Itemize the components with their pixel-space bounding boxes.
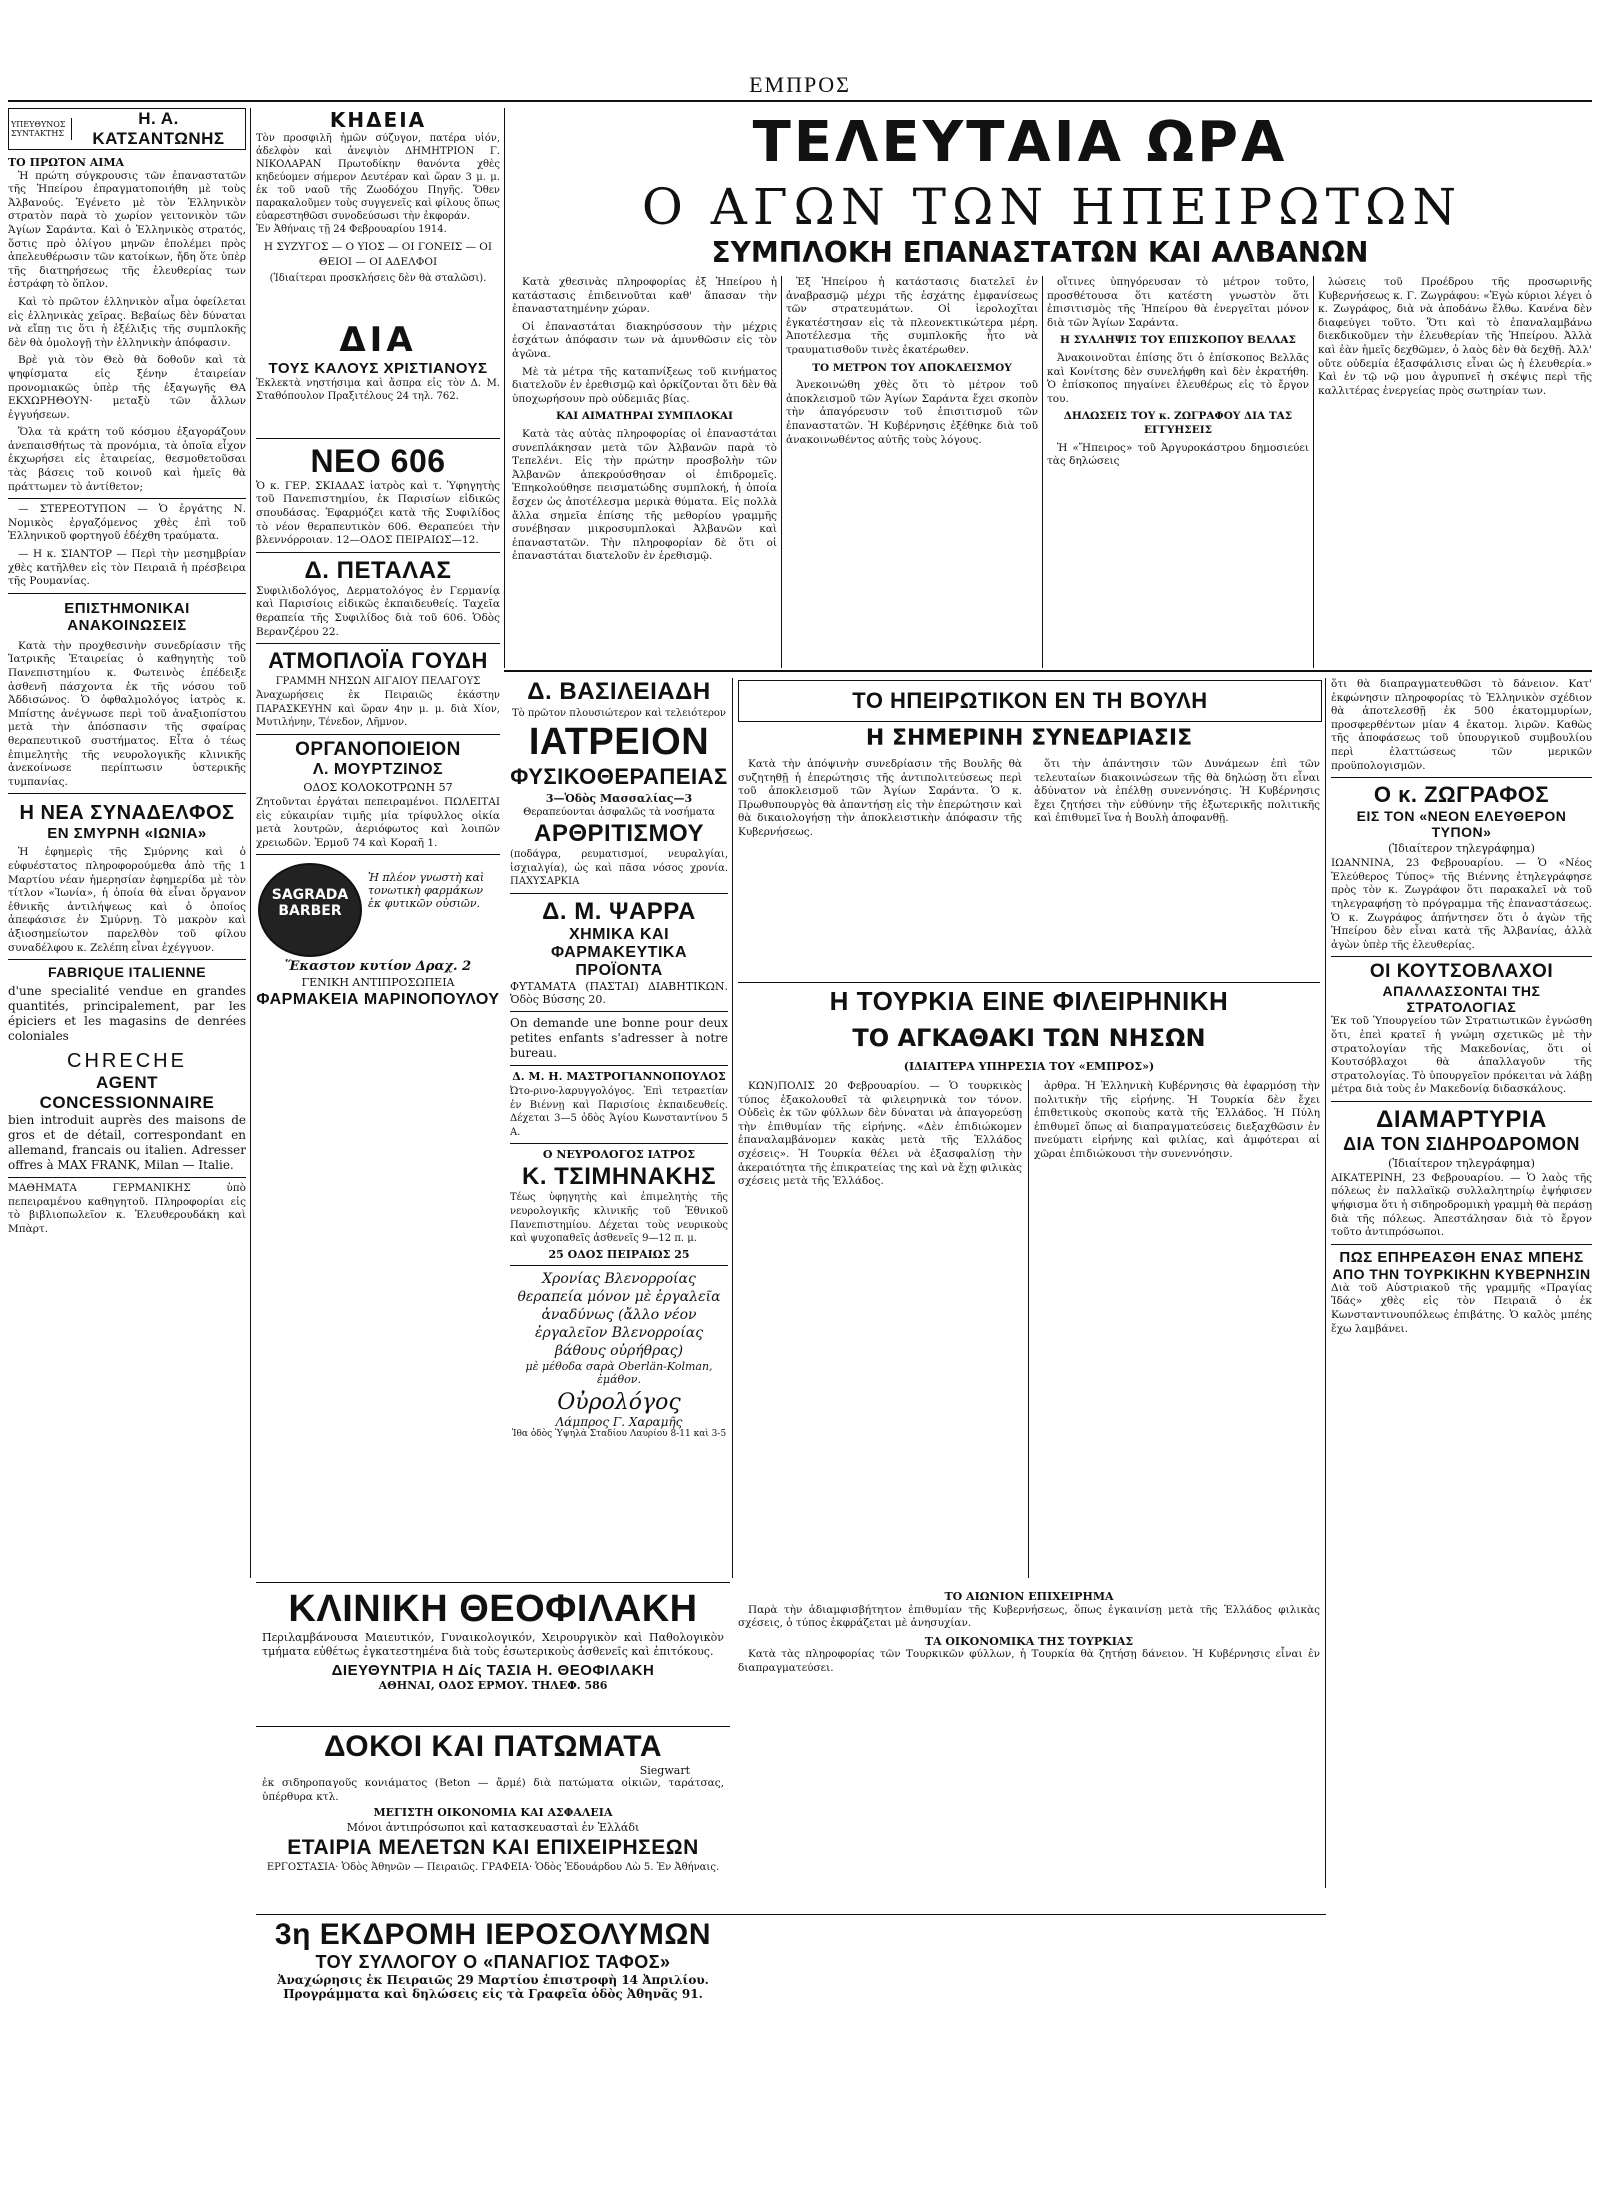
floors-title: ΔΟΚΟΙ ΚΑΙ ΠΑΤΩΜΑΤΑ <box>324 1730 662 1763</box>
divider <box>8 498 246 499</box>
tsimnakis-text: Τέως ὑφηγητὴς καὶ ἐπιμελητὴς τῆς νευρολογικῆς κλινικῆς τοῦ Ἐθνικοῦ Πανεπιστημίου. Δέχεται τοὺς νευρικοὺς καὶ ψυχοπαθεῖς ἀσθενεῖς 9—12 π. μ. <box>510 1192 728 1245</box>
iatreion: ΙΑΤΡΕΙΟΝ <box>528 721 710 763</box>
divider <box>510 893 728 894</box>
protest-sub: ΔΙΑ ΤΟΝ ΣΙΔΗΡΟΔΡΟΜΟΝ <box>1343 1133 1580 1154</box>
turkey-lower <box>738 1590 1320 1890</box>
column-rule <box>250 108 251 1578</box>
epidrasi-sub: ΑΠΟ ΤΗΝ ΤΟΥΡΚΙΚΗΝ ΚΥΒΕΡΝΗΣΙΝ <box>1332 1265 1591 1282</box>
paragraph: Ἐξ Ἠπείρου ἡ κατάστασις διατελεῖ ἐν ἀναβρασμῷ μέχρι τῆς ἐσχάτης ἐμφανίσεως τῶν στρατευμάτων. Οἱ ἱερολοχῖται ἐγκατέστησαν εἰς τὰ πλεονεκτικώτερα μέρη. Ἀποτέλεσμα τῆς συμπλοκῆς ἦτο νὰ τραυματισθοῦν τινὲς ἐκατέρωθεν. <box>786 276 1038 356</box>
divider <box>256 1914 1326 1915</box>
urologist-addr: Ἰθα ὁδὸς Ὑψηλὰ Σταδίου Λαυρίου 8-11 καὶ 3-5 <box>511 1428 727 1439</box>
divider <box>1331 956 1592 957</box>
story-col-3 <box>1047 276 1309 668</box>
short-note: — Η κ. ΣΙΑΝΤΟΡ — Περὶ τὴν μεσημβρίαν χθὲς κατῆλθεν εἰς τὸν Πειραιᾶ ἡ πρέσβειρα τῆς Ρουμανίας. <box>8 548 246 588</box>
paragraph: Κατὰ τὰς αὐτὰς πληροφορίας οἱ ἐπαναστάται συνεπλάκησαν μετὰ τῶν Ἀλβανῶν παρὰ τὸ Τεπελένι. Εἰς τὴν πρώτην προσβολὴν τῶν Ἀλβανῶν ἀπεκρούσθησαν οἱ ἐπιδρομεῖς. Ἐπηκολούθησε πεισματώδης συμπλοκή, ἡ ὁποία ἔσχεν ὡς ἀποτέλεσμα μερικὰ θύματα. Εἰς πολλὰ ἄλλα σημεῖα ἐπίσης τῆς μεθορίου γραμμῆς συνέβησαν μικροσυμπλοκαὶ Ἀλβανῶν καὶ ἐπαναστατῶν. Τὴν πληροφορίαν δὲ ὅτι οἱ ἐπαναστάται διατελοῦν ἐν ἐρεθισμῷ. <box>512 427 777 563</box>
arthritis-text: (ποδάγρα, ρευματισμοί, νευραλγίαι, ἰσχιαλγία), ὡς καὶ πᾶσα νόσος χρονία. ΠΑΧΥΣΑΡΚΙΑ <box>510 849 728 888</box>
paragraph: ΚΩΝ)ΠΟΛΙΣ 20 Φεβρουαρίου. — Ὁ τουρκικὸς τύπος ἐξακολουθεῖ τὰ φιλειρηνικὰ τον τόνον. Οὐδεὶς ἐκ τῶν φύλλων δὲν δύναται νὰ ἀπαγορεύσῃ τὴν ἐπιθυμίαν τῆς εἰρήνης. «Δὲν ἐπιδιώκομεν ἐπαναλαμβάνομεν κακὰς μετὰ τῆς Ἑλλάδος σχέσεις». Ἡ Τουρκία θέλει νὰ ἐξασφαλίσῃ τὴν ἀκεραιότητα τῆς ἐπικρατείας της καὶ νὰ ἔχῃ φιλικὰς σχέσεις μετὰ τῆς Ἑλλάδος. <box>738 1080 1022 1188</box>
new-colleague-text <box>8 846 246 955</box>
column-rule <box>781 276 782 668</box>
floors-brand: Siegwart <box>639 1764 690 1777</box>
editor-label: ΥΠΕΥΘΥΝΟΣ ΣΥΝΤΑΚΤΗΣ <box>9 118 72 140</box>
chronic-text: μὲ μέθοδα σαρὰ Oberlän-Kolman, ἐμάθον. <box>525 1359 713 1386</box>
guthi-sub: ΓΡΑΜΜΗ ΝΗΣΩΝ ΑΙΓΑΙΟΥ ΠΕΛΑΓΟΥΣ <box>275 676 481 688</box>
floors-economy: ΜΕΓΙΣΤΗ ΟΙΚΟΝΟΜΙΑ ΚΑΙ ΑΣΦΑΛΕΙΑ <box>373 1806 613 1820</box>
zografos-box-tel: (Ἰδιαίτερον τηλεγράφημα) <box>1388 842 1535 856</box>
column-3 <box>510 678 728 1578</box>
sagrada-word-1: SAGRADA <box>271 887 349 904</box>
paragraph: Κατὰ τὴν ἀπόψινὴν συνεδρίασιν τῆς Βουλῆς θὰ συζητηθῇ ἡ ἐπερώτησις τῆς ἀντιπολιτεύσεως περὶ τοῦ ἀποκλεισμοῦ τῶν Ἁγίων Σαράντα. Ὁ κ. Πρωθυπουργὸς θὰ ἀπαντήσῃ εἰς τὴν ἐπερώτησιν καὶ θὰ δικαιολογήσῃ τὴν ἀποκλειστικὴν ἀπόφασιν τῆς Κυβερνήσεως. <box>738 758 1022 838</box>
session-col-1 <box>738 758 1022 978</box>
paragraph: Παρὰ τὴν ἀδιαμφισβήτητον ἐπιθυμίαν τῆς Κυβερνήσεως, ὅπως ἐγκαινίσῃ μετὰ τῆς Ἑλλάδος φιλικὰς σχέσεις, ὁ τύπος ἐκφράζεται μὲ ἀνησυχίαν. <box>738 1603 1320 1630</box>
divider <box>256 552 500 553</box>
divider <box>8 959 246 960</box>
arthritis-pre: Θεραπεύονται ἀσφαλῶς τὰ νοσήματα <box>523 807 715 818</box>
vasileiadis-sub: Τὸ πρῶτον πλουσιώτερον καὶ τελειότερον <box>511 708 727 719</box>
short-note: — ΣΤΕΡΕΟΤΥΠΟΝ — Ὁ ἐργάτης Ν. Νομικὸς ἐργαζόμενος χθὲς ἐπὶ τοῦ Ἑλληνικοῦ φορτηγοῦ ἐδέχθη τραύματα. <box>8 503 246 543</box>
paragraph: Ἀνακοινοῦται ἐπίσης ὅτι ὁ ἐπίσκοπος Βελλᾶς καὶ Κονίτσης δὲν συνελήφθη καὶ δὲν ἐκρατήθη. Ὁ ἐπίσκοπος πηγαίνει ἐλευθέρως εἰς τὸ ἔργον του. <box>1047 351 1309 405</box>
column-2 <box>256 108 500 1578</box>
clinic-title: ΚΛΙΝΙΚΗ ΘΕΟΦΙΛΑΚΗ <box>288 1588 698 1630</box>
excursion-text: Ἀναχώρησις ἐκ Πειραιῶς 29 Μαρτίου ἐπιστροφὴ 14 Ἀπριλίου. Προγράμματα καὶ δηλώσεις εἰς τὰ Γραφεῖα ὁδὸς Ἀθηνᾶς 91. <box>277 1973 709 2001</box>
session-col-2 <box>1034 758 1320 978</box>
paragraph: Ἡ «Ἤπειρος» τοῦ Ἀργυροκάστρου δημοσιεύει τὰς δηλώσεις <box>1047 441 1309 468</box>
divider <box>510 1265 728 1266</box>
sagrada-word-2: BARBER <box>278 903 342 920</box>
agency: ΓΕΝΙΚΗ ΑΝΤΙΠΡΟΣΩΠΕΙΑ <box>301 976 455 990</box>
divider <box>256 734 500 735</box>
tsimnakis: Κ. ΤΣΙΜΗΝΑΚΗΣ <box>522 1163 716 1191</box>
divider <box>8 793 246 794</box>
divider <box>1331 1101 1592 1102</box>
divider <box>256 854 500 855</box>
sagrada-price: Ἕκαστον κυτίον Δραχ. 2 <box>284 959 472 975</box>
top-rule <box>8 100 1592 102</box>
organ-name: Λ. ΜΟΥΡΤΖΙΝΟΣ <box>312 760 444 778</box>
protest-tel: (Ἰδιαίτερον τηλεγράφημα) <box>1388 1156 1535 1170</box>
divider <box>8 593 246 594</box>
demand-text: On demande une bonne pour deux petites enfants s'adresser à notre bureau. <box>510 1015 728 1060</box>
neo-text: Ὁ κ. ΓΕΡ. ΣΚΙΑΔΑΣ ἰατρὸς καὶ τ. Ὑφηγητὴς τοῦ Πανεπιστημίου, ἐκ Παρισίων εἰδικῶς σπουδάσας. Ἐφαρμόζει κατὰ τῆς Συφιλίδος τὸ νέον θεραπευτικὸν 606. Θεραπεύει τὴν βλεννόρροιαν. 12—ΟΔΟΣ ΠΕΙΡΑΙΩΣ—12. <box>256 479 500 547</box>
story-bottom-rule <box>504 670 1592 672</box>
paragraph: Κατὰ τὰς πληροφορίας τῶν Τουρκικῶν φύλλων, ἡ Τουρκία θὰ ζητήσῃ δάνειον. Ἡ Κυβέρνησις εἶναι ἐν διαπραγματεύσει. <box>738 1648 1320 1674</box>
chronic-title: Χρονίας Βλενορροίας θεραπεία μόνον μὲ ἐργαλεῖα ἀναδύνως (ἄλλο νέον ἐργαλεῖον Βλενορροίας βάθους οὐρήθρας) <box>517 1270 721 1359</box>
excursion-sub: ΤΟΥ ΣΥΛΛΟΓΟΥ Ο «ΠΑΝΑΓΙΟΣ ΤΑΦΟΣ» <box>315 1952 671 1972</box>
pharmacy: ΦΑΡΜΑΚΕΙΑ ΜΑΡΙΝΟΠΟΥΛΟΥ <box>256 991 500 1009</box>
clinic-ad <box>256 1588 730 1722</box>
divider <box>1331 1244 1592 1245</box>
divider <box>256 438 500 439</box>
turkey-title: Η ΤΟΥΡΚΙΑ ΕΙΝΕ ΦΙΛΕΙΡΗΝΙΚΗ <box>829 986 1229 1016</box>
psarra-sub: ΧΗΜΙΚΑ ΚΑΙ ΦΑΡΜΑΚΕΥΤΙΚΑ ΠΡΟΪΟΝΤΑ <box>550 925 688 979</box>
session-title: Η ΣΗΜΕΡΙΝΗ ΣΥΝΕΔΡΙΑΣΙΣ <box>865 726 1193 751</box>
sagrada-logo <box>258 863 362 957</box>
masthead: ΕΜΠΡΟΣ <box>749 72 851 97</box>
clinic-director: ΔΙΕΥΘΥΝΤΡΙΑ Η Δίς ΤΑΣΙΑ Η. ΘΕΟΦΙΛΑΚΗ <box>331 1662 655 1680</box>
fabrique-title: FABRIQUE ITALIENNE <box>47 964 207 981</box>
guthi-text: Ἀναχωρήσεις ἐκ Πειραιῶς ἑκάστην ΠΑΡΑΣΚΕΥΗΝ καὶ ὥραν 4ην μ. μ. διὰ Χίον, Μυτιλήνην, Τένεδον, Λῆμνον. <box>256 690 500 729</box>
economy-title: ΤΑ ΟΙΚΟΝΟΜΙΚΑ ΤΗΣ ΤΟΥΡΚΙΑΣ <box>924 1634 1134 1648</box>
paragraph: Κατὰ χθεσινὰς πληροφορίας ἐξ Ἠπείρου ἡ κατάστασις ἐπιδεινοῦται καθ' ἅπασαν τὴν ἐπαναστατημένην χώραν. <box>512 276 777 316</box>
petalas-text: Συφιλιδολόγος, Δερματολόγος ἐν Γερμανίᾳ καὶ Παρισίοις εἰδικῶς ἐκπαιδευθείς. Ταχεῖα θεραπεία τῆς Συφιλίδος διὰ τοῦ 606. Ὁδὸς Βερανζέρου 22. <box>256 584 500 638</box>
psarra-text: ΦΥΤΑΜΑΤΑ (ΠΑΣΤΑΙ) ΔΙΑΒΗΤΙΚΩΝ. Ὁδὸς Βύσσης 20. <box>510 979 728 1007</box>
company-name: ΕΤΑΙΡΙΑ ΜΕΛΕΤΩΝ ΚΑΙ ΕΠΙΧΕΙΡΗΣΕΩΝ <box>287 1836 699 1860</box>
column-rule <box>732 678 733 1578</box>
christians-text: Ἐκλεκτὰ νηστήσιμα καὶ ἄσπρα εἰς τὸν Δ. Μ. Σταθόπουλον Πραξιτέλους 24 τηλ. 762. <box>256 377 500 403</box>
paragraph: οἵτινες ὑπηγόρευσαν τὸ μέτρον τοῦτο, προσθέτουσα ὅτι κατέστη γνωστὸν ὅτι ἐπισιτισμὸς τῆς Ἠπείρου θὰ ἐνεργεῖται μόνον διὰ τῶν Ἁγίων Σαράντα. <box>1047 276 1309 329</box>
zografos-title: ΔΗΛΩΣΕΙΣ ΤΟΥ κ. ΖΩΓΡΑΦΟΥ ΔΙΑ ΤΑΣ ΕΓΓΥΗΣΕΙΣ <box>1063 410 1293 436</box>
lessons-text: ΜΑΘΗΜΑΤΑ ΓΕΡΜΑΝΙΚΗΣ ὑπὸ πεπειραμένου καθηγητοῦ. Πληροφορίαι εἰς τὸ βιβλιοπωλεῖον κ. Ἐλευθερουδάκη καὶ Μπὰρτ. <box>8 1182 246 1235</box>
thorn-sub: (ΙΔΙΑΙΤΕΡΑ ΥΠΗΡΕΣΙΑ ΤΟΥ «ΕΜΠΡΟΣ») <box>903 1060 1155 1073</box>
divider <box>256 1726 730 1727</box>
paragraph: Βρὲ γιὰ τὸν Θεὸ θὰ δοθοῦν καὶ τὰ ψηφίσματα εἰς ξένην ἑταιρείαν προνομιακῶς ὑπὲρ τῆς ἐξαγωγῆς ΘΑ ΕΚΧΩΡΗΘΟΥΝ· μεταξὺ τῶν ἄλλων ἐγγυήσεων. <box>8 354 246 421</box>
physio: ΦΥΣΙΚΟΘΕΡΑΠΕΙΑΣ <box>510 764 728 789</box>
left-column <box>8 108 246 2198</box>
urologist-name: Λάμπρος Γ. Χαραμῆς <box>555 1414 683 1429</box>
article-first-blood <box>8 156 246 589</box>
story-col-1 <box>512 276 777 668</box>
creche: CHRECHE <box>67 1050 187 1073</box>
neo-title: ΝΕΟ 606 <box>310 442 446 479</box>
tsimnakis-pre: Ο ΝΕΥΡΟΛΟΓΟΣ ΙΑΤΡΟΣ <box>542 1148 696 1162</box>
funeral-signatories: Η ΣΥΖΥΓΟΣ — Ο ΥΙΟΣ — ΟΙ ΓΟΝΕΙΣ — ΟΙ ΘΕΙΟΙ — ΟΙ ΑΔΕΛΦΟΙ <box>263 240 493 268</box>
new-colleague-sub: ΕΝ ΣΜΥΡΝΗ «ΙΩΝΙΑ» <box>47 825 207 843</box>
christians-title: ΤΟΥΣ ΚΑΛΟΥΣ ΧΡΙΣΤΙΑΝΟΥΣ <box>268 359 488 377</box>
paragraph: ἀρθρα. Ἡ Ἑλληνικὴ Κυβέρνησις θὰ ἐφαρμόσῃ τὴν πολιτικὴν τῆς εἰρήνης. Ἡ Τουρκία δὲν ἔχει ἐπιθετικοὺς σκοποὺς κατὰ τῆς Ἑλλάδος. Ἡ Πύλη ἐπιθυμεῖ ὅπως αἱ διαπραγματεύσεις διεξαχθῶσιν ἐν πνεύματι εἰρήνης καὶ φιλίας, καὶ ἀμφότεραι αἱ χῶραι ἐπιδιώκουσι τὴν συνεννόησιν. <box>1034 1080 1320 1160</box>
psarra-title: Δ. Μ. ΨΑΡΡΑ <box>542 897 696 925</box>
column-rule <box>504 108 505 668</box>
paragraph: Ἡ ἐφημερὶς τῆς Σμύρνης καὶ ὁ εὐφυέστατος πληροφορούμεθα ἀπὸ τῆς 1 Μαρτίου νέαν ἡμερησίαν ἐφημερίδα μὲ τὸν τίτλον «Ἰωνία», ἡ ὁποία θὰ εἶναι ὄργανον ἐθνικῆς ἀντιλήψεως καὶ ὁ ὁποίος ἀπεφάσισε ἐν Σμύρνῃ. Τὸ μακρὸν καὶ ἀξιοσημείωτον παρελθὸν τοῦ φίλου συναδέλφου κ. Ζελέπη εἶναι ἐχέγγυον. <box>8 846 246 954</box>
editor-box <box>8 108 246 150</box>
headline: ΤΕΛΕΥΤΑΙΑ ΩΡΑ <box>752 110 1288 175</box>
new-colleague-title: Η ΝΕΑ ΣΥΝΑΔΕΛΦΟΣ <box>19 802 235 825</box>
right-column <box>1331 678 1592 2198</box>
scientific-title: ΕΠΙΣΤΗΜΟΝΙΚΑΙ ΑΝΑΚΟΙΝΩΣΕΙΣ <box>64 599 190 634</box>
parliament-banner-box <box>738 680 1322 722</box>
subhead: Ο ΑΓΩΝ ΤΩΝ ΗΠΕΙΡΩΤΩΝ <box>641 178 1463 236</box>
agent-text: bien introduit auprès des maisons de gros et de détail, correspondant en allemand, francais ou italien. Adresser offres à MAX FRANK, Milan — Italie. <box>8 1113 246 1173</box>
petalas-title: Δ. ΠΕΤΑΛΑΣ <box>304 556 452 584</box>
story-col-2 <box>786 276 1038 668</box>
protest-text: ΑΙΚΑΤΕΡΙΝΗ, 23 Φεβρουαρίου. — Ὁ λαὸς τῆς πόλεως ἐν παλλαϊκῷ συλλαλητηρίῳ ἐψήφισεν ψήφισμα ὅτι ἡ σιδηροδρομικὴ γραμμὴ θὰ περάσῃ διὰ τῆς πόλεως. Ἀπεστάλησαν διὰ τὸ ἔργον τοῦτο ἀντιπρόσωποι. <box>1331 1171 1592 1239</box>
mastrogiannopoulos-text: Ὠτο-ρινο-λαρυγγολόγος. Ἐπὶ τετραετίαν ἐν Βιέννῃ καὶ Παρισίοις ἐκπαιδευθείς. Δέχεται 3—5 ὁδὸς Ἁγίου Κωνσταντίνου 5 Α. <box>510 1085 728 1138</box>
paragraph: Κατὰ τὴν προχθεσινὴν συνεδρίασιν τῆς Ἰατρικῆς Ἑταιρείας ὁ καθηγητὴς τοῦ Πανεπιστημίου κ. Φωτεινὸς ἐπέδειξε ἀσθενῆ πάσχοντα ἐκ τῆς νόσου τοῦ Ἀδδισώνος. Ὁ ὀφθαλμολόγος ἰατρὸς κ. Μπίστης ἀνέγνωσε περὶ τοῦ ἀναξιοπίστου μετὰ τὴν ἀπόσπασιν τῆς σφαίρας θεραπευτικοῦ συστήματος. Εἶτα ὁ τέως ἐπιμελητὴς τῆς νευρολογικῆς κλινικῆς ἀνεκοίνωσε περίπτωσιν ὑστερικῆς τυμπανίας. <box>8 639 246 788</box>
protest-title: ΔΙΑΜΑΡΤΥΡΙΑ <box>1376 1105 1547 1133</box>
column-rule <box>1313 276 1314 668</box>
spacer <box>256 284 500 320</box>
paragraph: Οἱ ἐπαναστάται διακηρύσσουν τὴν μέχρις ἐσχάτων ἀπόφασιν των νὰ ἀμυνθῶσιν εἰς τὸν ἀγῶνα. <box>512 320 777 360</box>
sagrada-ad <box>256 859 500 959</box>
organ-sub: ΟΔΟΣ ΚΟΛΟΚΟΤΡΩΝΗ 57 <box>303 780 453 794</box>
bloody-title: ΚΑΙ ΑΙΜΑΤΗΡΑΙ ΣΥΜΠΛΟΚΑΙ <box>556 410 733 423</box>
company-addr: ΕΡΓΟΣΤΑΣΙΑ· Ὁδὸς Ἀθηνῶν — Πειραιῶς. ΓΡΑΦΕΙΑ· Ὁδὸς Ἐδουάρδου Λὼ 5. Ἐν Ἀθήναις. <box>266 1862 720 1874</box>
urologist: Οὐρολόγος <box>557 1389 681 1415</box>
agent-title: AGENT CONCESSIONNAIRE <box>39 1073 215 1113</box>
christians-dia: ΔΙΑ <box>339 319 417 360</box>
first-blood-title: ΤΟ ΠΡΩΤΟΝ ΑΙΜΑ <box>8 156 125 169</box>
divider <box>256 643 500 644</box>
clinic-addr: ΑΘΗΝΑΙ, ΟΔΟΣ ΕΡΜΟΥ. ΤΗΛΕΦ. 586 <box>378 1679 608 1693</box>
column-rule <box>1325 678 1326 1888</box>
koutsovlachs-sub: ΑΠΑΛΛΑΣΣΟΝΤΑΙ ΤΗΣ ΣΤΡΑΤΟΛΟΓΙΑΣ <box>1382 983 1541 1016</box>
loan-text: ὅτι θὰ διαπραγματευθῶσι τὸ δάνειον. Κατ' ἐκφώνησιν πληροφορίας τὸ Ἐλληνικὸν σχέδιον θὰ ἀποτελεσθῇ ἐκ 500 ἑκατομμυρίων, προσφερθέντων μίαν 4 ἑκατομ. λιρῶν. Καθὼς τῆς ἀποφάσεως τοῦ ὑπουργικοῦ συμβουλίου περὶ ἐλαττώσεως τῶν μερικῶν προϋπολογισμῶν. <box>1331 678 1592 772</box>
asian-title: ΤΟ ΑΙΩΝΙΟΝ ΕΠΙΧΕΙΡΗΜΑ <box>944 1590 1114 1603</box>
paragraph: Ὅλα τὰ κράτη τοῦ κόσμου ἐξαγοράζουν ἀνεπαισθήτως τὰ προνόμια, τὰ ὁποῖα εἶχον ἐκχωρήσει εἰς ἑταιρείας, θεσμοθετοῦσαι τὰς βάσεις τοῦ κοινοῦ καὶ ἡμεῖς θὰ πράττωμεν τὸ ἀντίθετον; <box>8 426 246 493</box>
koutsovlachs-text: Ἐκ τοῦ Ὑπουργείου τῶν Στρατιωτικῶν ἐγνώσθη ὅτι, ἐπεὶ κρατεῖ ἡ γνώμη σχετικῶς μὲ τὴν στρατολογίαν τῆς Μακεδονίας, ὅτι οἱ Κουτσόβλαχοι θὰ ἀπαλλαγοῦν τῆς στρατολογίας. Τὸ ὑπουργεῖον πρόκειται νὰ λάβῃ μέτρα διὰ τοὺς ἐν Μακεδονίᾳ διδασκάλους. <box>1331 1015 1592 1096</box>
spacer <box>256 404 500 434</box>
measure-title: ΤΟ ΜΕΤΡΟΝ ΤΟΥ ΑΠΟΚΛΕΙΣΜΟΥ <box>812 361 1012 374</box>
guthi-title: ΑΤΜΟΠΛΟΪΑ ΓΟΥΔΗ <box>268 648 488 674</box>
floors-text: ἐκ σιδηροπαγοῦς κονιάματος (Beton — ἄρμέ) διὰ πατώματα οἰκιῶν, ταράτσας, ὑπέρθυρα κτλ. <box>262 1777 724 1803</box>
subhead-2: ΣΥΜΠΛΟΚΗ ΕΠΑΝΑΣΤΑΤΩΝ ΚΑΙ ΑΛΒΑΝΩΝ <box>711 236 1369 269</box>
turkey-col-2 <box>1034 1080 1320 1578</box>
column-rule <box>1042 276 1043 668</box>
turkey-col-1 <box>738 1080 1022 1578</box>
divider <box>510 1065 728 1066</box>
paragraph: Ἀνεκοινώθη χθὲς ὅτι τὸ μέτρον τοῦ ἀποκλεισμοῦ τῶν Ἁγίων Σαράντα ἔχει σκοπὸν τὴν ἀπαγόρευσιν τοῦ ἐπισιτισμοῦ τῶν ἐπαναστατῶν. Ἡ Κυβέρνησις ἐξέθηκε διὰ τοῦ ἀνακοινωθέντος αὐτῆς τοὺς λόγους. <box>786 379 1038 446</box>
funeral-date: Ἐν Ἀθήναις τῇ 24 Φεβρουαρίου 1914. <box>256 224 447 235</box>
epidrasi-text: Διὰ τοῦ Αὐστριακοῦ τῆς γραμμῆς «Πραγίας Ἰδάς» χθὲς εἰς τὸν Πειραιᾶ ὁ ἐκ Κωνσταντινουπόλεως ἐπιβάτης. Ὁ καλὸς μπέης ἔχω λαμβάνει. <box>1331 1281 1592 1335</box>
organ-text: Ζητοῦνται ἐργάται πεπειραμένοι. ΠΩΛΕΙΤΑΙ εἰς εὐκαιρίαν τιμῆς μία τρίφυλλος οἰκία μετὰ λουτρῶν, ἀεριόφωτος καὶ λοιπῶν χρειωδῶν. Ἑρμοῦ 74 καὶ Κοραῆ 1. <box>256 795 500 849</box>
divider <box>8 1177 246 1178</box>
bishop-title: Η ΣΥΛΛΗΨΙΣ ΤΟΥ ΕΠΙΣΚΟΠΟΥ ΒΕΛΛΑΣ <box>1060 334 1296 347</box>
mastrogiannopoulos-title: Δ. Μ. Η. ΜΑΣΤΡΟΓΙΑΝΝΟΠΟΥΛΟΣ <box>512 1069 726 1083</box>
clinic-text: Περιλαμβάνουσα Μαιευτικόν, Γυναικολογικόν, Χειρουργικὸν καὶ Παθολογικὸν τμήματα εὐθέτως ἐγκατεστημένα διὰ τοὺς ἐσωτερικοὺς ἀσθενεῖς καὶ ἐπιτόκους. <box>262 1631 724 1658</box>
organ-title: ΟΡΓΑΝΟΠΟΙΕΙΟΝ <box>295 738 461 760</box>
paragraph: λώσεις τοῦ Προέδρου τῆς προσωρινῆς Κυβερνήσεως κ. Γ. Ζωγράφου: «Ἐγὼ κύριοι λέγει ὁ κ. Ζωγράφος, διὰ νὰ ἀποδάνω ἔλθω. Κανένα δὲν διαφεύγει τοῦτο. Ὅτι καὶ τὸ ἐπαναλαμβάνω διεκδικοῦμεν τὴν ἐλευθερίαν τῆς Ἠπείρου. Ἀλλὰ καὶ ἐὰν ἡμεῖς δεχθῶμεν, ὁ λαὸς δὲν θὰ δεχθῇ. Ἀλλ' οὔτε οὐδεμία ἐξασφάλισις εἶναι ὡς ἡ ἐλευθερία.» Καὶ ἐν τῷ νῷ μου ἀγρυπνεῖ ἡ σκέψις περὶ τῆς καλλιτέρας ἐνεργείας πρὸς σωτηρίαν των. <box>1318 276 1592 397</box>
iatreion-addr: 3—Ὁδὸς Μασσαλίας—3 <box>545 792 693 805</box>
paragraph: Μὲ τὰ μέτρα τῆς καταπνίξεως τοῦ κινήματος διατελοῦν ἐν ἐρεθισμῷ καὶ ὁρκίζονται ὅτι δὲν θὰ ὑποχωρήσουν πρὸ οὐδεμιᾶς βίας. <box>512 365 777 405</box>
paragraph: ὅτι τὴν ἀπάντησιν τῶν Δυνάμεων ἐπὶ τῶν τελευταίων διακοινώσεων τῆς θὰ δηλώσῃ ὅτι εἶναι ἀδύνατον νὰ ἐπέλθῃ συνεννόησις. Ἡ Κυβέρνησις ἔχει ζητήσει τὴν εὐθύνην τῆς ἐξωτερικῆς πολιτικῆς καὶ ἐπιθυμεῖ ἵνα ἡ Βουλὴ ἀποφανθῇ. <box>1034 758 1320 825</box>
excursion-title: 3η ΕΚΔΡΟΜΗ ΙΕΡΟΣΟΛΥΜΩΝ <box>274 1918 712 1951</box>
koutsovlachs-title: ΟΙ ΚΟΥΤΣΟΒΛΑΧΟΙ <box>1369 961 1554 983</box>
funeral-title: ΚΗΔΕΙΑ <box>329 108 427 132</box>
paragraph: Καὶ τὸ πρῶτον ἑλληνικὸν αἷμα ὀφείλεται εἰς ἑλληνικὰς χεῖρας. Βεβαίως δὲν δύναται νὰ εἴπῃ τις ὅτι ἡ ἐξέλιξις τῆς συμπλοκῆς δὲν θὰ ὁμολογῇ τὴν ἑλληνικὴν ἀπόφασιν. <box>8 295 246 349</box>
arthritis: ΑΡΘΡΙΤΙΣΜΟΥ <box>534 820 704 847</box>
excursion-ad <box>256 1918 730 2038</box>
parliament-banner: ΤΟ ΗΠΕΙΡΩΤΙΚΟΝ ΕΝ ΤΗ ΒΟΥΛΗ <box>852 688 1208 713</box>
scientific-text <box>8 640 246 790</box>
editor-name: Η. Α. ΚΑΤΣΑΝΤΩΝΗΣ <box>92 109 225 148</box>
zografos-box-title: Ο κ. ΖΩΓΡΑΦΟΣ <box>1373 782 1550 808</box>
thorn-title: ΤΟ ΑΓΚΑΘΑΚΙ ΤΩΝ ΝΗΣΩΝ <box>852 1024 1206 1052</box>
sagrada-text: Ἡ πλέον γνωστὴ καὶ τονωτικὴ φαρμάκων ἐκ φυτικῶν οὐσιῶν. <box>368 871 485 911</box>
divider <box>738 982 1320 983</box>
tsimnakis-addr: 25 ΟΔΟΣ ΠΕΙΡΑΙΩΣ 25 <box>548 1247 690 1261</box>
column-rule <box>1028 1080 1029 1578</box>
funeral-text: Τὸν προσφιλῆ ἡμῶν σύζυγον, πατέρα υἱόν, ἀδελφὸν καὶ ἀνεψιὸν ΔΗΜΗΤΡΙΟΝ Γ. ΝΙΚΟΛΑΡΑΝ Πρωτοδίκην θανόντα χθὲς κηδεύομεν σήμερον Δευτέραν καὶ ὥραν 3 μ. μ. ἐκ τοῦ ναοῦ τῆς Ζωοδόχου Πηγῆς. Ὅθεν παρακαλοῦμεν τοὺς συγγενεῖς καὶ φίλους ὅπως εὐαρεστηθῶσι συνοδεύσωσι τὴν ἐκφοράν. <box>256 133 500 222</box>
fabrique-text: d'une specialité vendue en grandes quantités, principalement, par les épiciers et les magasins de denrées coloniales <box>8 984 246 1044</box>
divider <box>1331 777 1592 778</box>
divider <box>510 1143 728 1144</box>
zografos-box-text: ΙΩΑΝΝΙΝΑ, 23 Φεβρουαρίου. — Ὁ «Νέος Ἐλεύθερος Τύπος» τῆς Βιέννης ἐτηλεγράφησε πρὸς τὸν κ. Ζωγράφον ὅτι παρακαλεῖ νὰ τοῦ τηλεγραφήσῃ τὸ πρόγραμμα τῆς ἐπαναστάσεως. Ὁ κ. Ζωγράφος ἀπήντησεν ὅτι ὁ ἀγὼν τῆς Ἠπείρου δὲν εἶναι κατὰ τῆς Ἀλβανίας, ἀλλὰ ἀγὼν ὑπὲρ τῆς ἐλευθερίας. <box>1331 857 1592 951</box>
floors-ad <box>256 1730 730 1910</box>
floors-sub: Μόνοι ἀντιπρόσωποι καὶ κατασκευασταὶ ἐν Ἑλλάδι <box>346 1821 640 1835</box>
divider <box>510 1011 728 1012</box>
paragraph: Ἡ πρώτη σύγκρουσις τῶν ἐπαναστατῶν τῆς Ἠπείρου ἐπραγματοποιήθη μὲ τοὺς Ἀλβανούς. Ἐγένετο μὲ τὸν Ἑλληνικὸν στρατὸν παρὰ τὸ χωρίον γειτονικὸν τῶν Ἁγίων Σαράντα. Καὶ ὁ Ἑλληνικὸς στρατός, ὅστις πρὸ ὀλίγου μηνῶν ἐπολέμει πρὸς ἀπελευθέρωσιν τῶν κατοίκων, ἤδη ὅτε ὑπὲρ τῆς διατηρήσεως τῆς ἐλευθερίας των ἐστράφη τὸ ὅπλον. <box>8 169 246 291</box>
divider <box>256 1582 730 1583</box>
story-col-4 <box>1318 276 1592 668</box>
vasileiadis-title: Δ. ΒΑΣΙΛΕΙΑΔΗ <box>527 678 711 705</box>
funeral-note: (Ἰδιαίτεραι προσκλήσεις δὲν θὰ σταλῶσι). <box>269 272 487 284</box>
epidrasi-title: ΠΩΣ ΕΠΗΡΕΑΣΘΗ ΕΝΑΣ ΜΠΕΗΣ <box>1339 1248 1584 1266</box>
zografos-box-sub: ΕΙΣ ΤΟΝ «ΝΕΟΝ ΕΛΕΥΘΕΡΟΝ ΤΥΠΟΝ» <box>1356 808 1567 841</box>
